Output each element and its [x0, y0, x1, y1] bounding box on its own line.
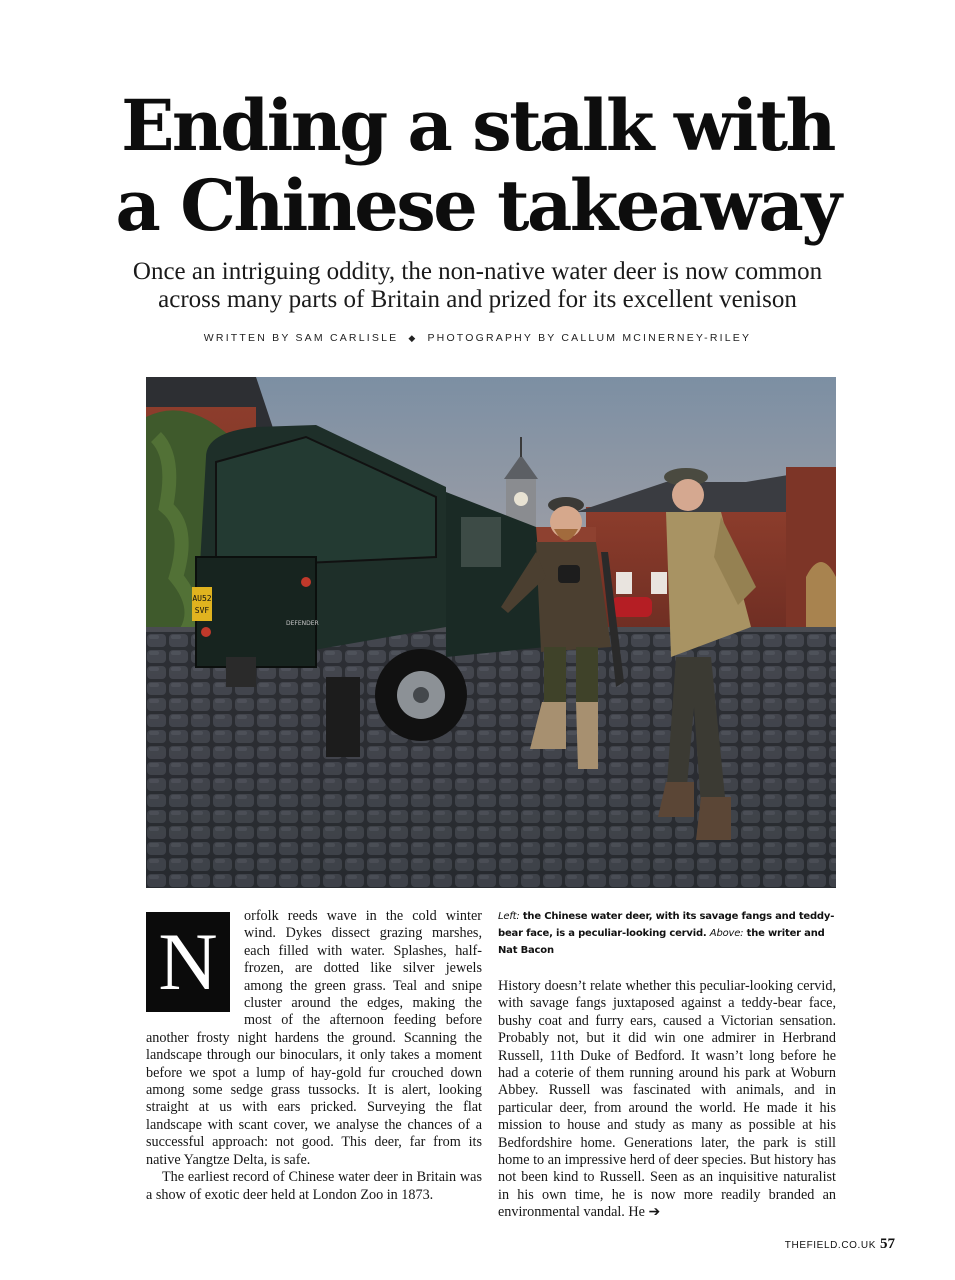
standfirst — [60, 258, 895, 314]
body-paragraph-3 — [498, 978, 836, 1222]
standfirst-line-2: across many parts of Britain and prized for its excellent venison — [158, 286, 797, 313]
body-paragraph-2: The earliest record of Chinese water deer in Britain was a show of exotic deer held at London Zoo in 1873. — [146, 1169, 482, 1203]
byline-photographer: PHOTOGRAPHY BY CALLUM MCINERNEY-RILEY — [427, 332, 752, 344]
byline — [0, 332, 955, 344]
headline — [0, 86, 955, 246]
red-car — [612, 597, 652, 617]
site-url: THEFIELD.CO.UK — [784, 1240, 876, 1251]
body-column-left — [146, 908, 482, 1204]
lead-photo — [146, 377, 836, 888]
number-plate — [192, 587, 212, 621]
binoculars — [558, 565, 580, 583]
byline-diamond-icon: ◆ — [408, 333, 418, 343]
caption-left-text: the Chinese water deer, with its savage fangs and teddy-bear face, is a peculiar-looking cervid. — [498, 911, 835, 939]
defender-badge: DEFENDER — [286, 620, 319, 627]
caption-above-text: the writer and Nat Bacon — [498, 928, 825, 956]
lead-photo-illustration — [146, 377, 836, 888]
body-column-right — [498, 908, 836, 1222]
standfirst-line-1: Once an intriguing oddity, the non-native water deer is now common — [132, 258, 823, 285]
caption-left-label: Left: — [498, 911, 520, 922]
continue-arrow-icon: ➔ — [648, 1204, 661, 1221]
headline-line-2: a Chinese takeaway — [115, 164, 840, 247]
headline-line-1: Ending a stalk with — [121, 84, 834, 167]
number-plate-line-2: SVF — [194, 606, 210, 615]
number-plate-line-1: AU52 — [192, 594, 212, 603]
page-footer — [785, 1236, 895, 1253]
photo-caption — [498, 908, 836, 959]
page-number: 57 — [880, 1236, 895, 1252]
mud-flap — [326, 677, 360, 757]
body-paragraph-1: orfolk reeds wave in the cold winter wind. Dykes dissect grazing marshes, each filled with water. Splashes, half-frozen, are dotted like silver jewels among the green grass. Teal and snipe cluster around the edges, making the most of the afternoon feeding before another frosty night hardens the ground. Scanning the landscape through our binoculars, it only takes a moment before we spot a lump of hay-gold fur crouched down among some sedge grass tussocks. It is alert, looking straight at us with ears pricked. Surveying the flat landscape with scant cover, we analyse the chances of a successful approach: not good. This deer, far from its native Yangtze Delta, is safe. — [146, 908, 482, 1168]
byline-writer: WRITTEN BY SAM CARLISLE — [203, 332, 399, 344]
drop-cap: N — [146, 912, 230, 1012]
caption-above-label: Above: — [709, 928, 744, 939]
body-paragraph-3-text: History doesn’t relate whether this peculiar-looking cervid, with savage fangs juxtaposed against a teddy-bear face, bushy coat and furry ears, caused a Victorian sensation. Probably not, but it did win one admirer in Herbrand Russell, 11th Duke of Bedford. It wasn’t long before he had a coterie of them running around his park at Woburn Abbey. Russell was fascinated with animals, and in particular deer, from around the world. He made it his mission to house and study as many as possible at his Bedfordshire home. Generations later, the park is still home to an impressive herd of deer species. But history has not been kind to Russell. Seen as an inquisitive naturalist in his own time, he is now more readily branded an environmental vandal. He — [498, 978, 836, 1221]
